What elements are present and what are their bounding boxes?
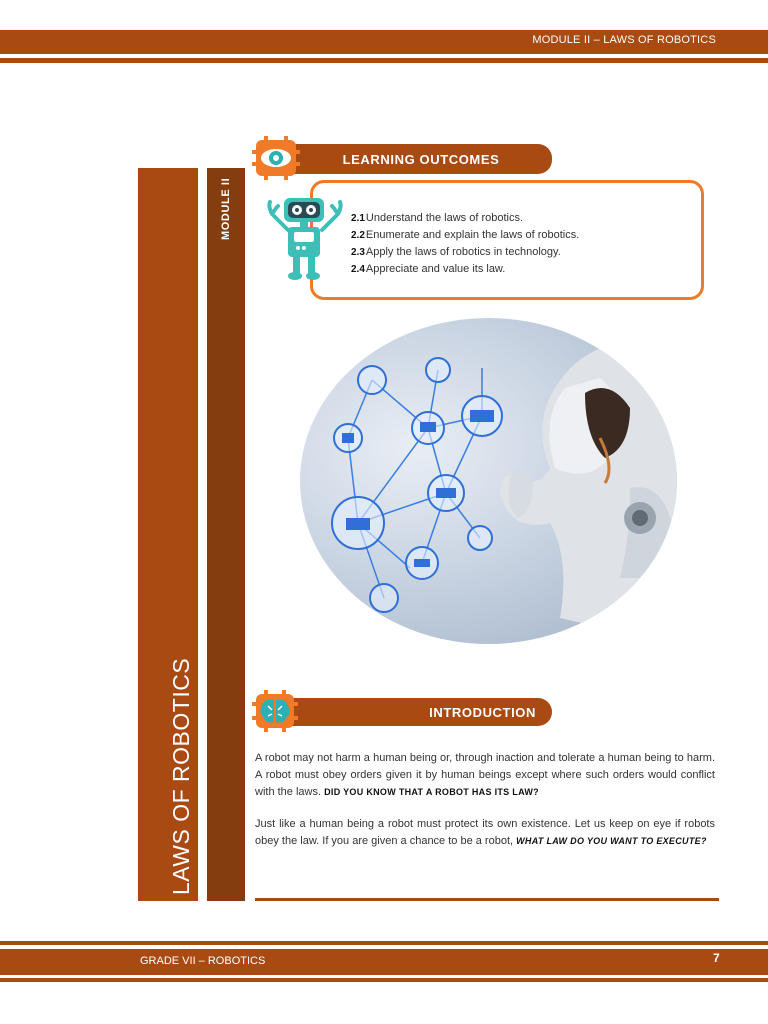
introduction-body	[255, 750, 715, 865]
outcomes-list	[351, 210, 579, 278]
outcome-number: 2.1	[351, 213, 365, 224]
outcome-number: 2.3	[351, 247, 365, 258]
header-title: MODULE II – LAWS OF ROBOTICS	[532, 34, 716, 46]
header-rule	[0, 58, 768, 63]
footer-title: GRADE VII – ROBOTICS	[140, 955, 266, 967]
outcome-item	[351, 244, 579, 261]
introduction-heading: INTRODUCTION	[292, 698, 552, 726]
outcome-item	[351, 210, 579, 227]
page-number: 7	[713, 951, 720, 965]
outcome-text: Apply the laws of robotics in technology.	[365, 246, 561, 258]
outcome-item	[351, 227, 579, 244]
footer-bar	[0, 949, 768, 975]
footer-rule-top	[0, 941, 768, 945]
module-band	[207, 168, 245, 901]
outcome-number: 2.4	[351, 264, 365, 275]
outcome-text: Enumerate and explain the laws of robotics.	[365, 229, 580, 241]
intro-text-2: Just like a human being a robot must protect its own existence. Let us keep on eye if robots obey the law. If you are given a chance to be a robot,	[255, 818, 715, 847]
outcome-number: 2.2	[351, 230, 365, 241]
network-graphic	[300, 318, 677, 644]
sidebar-title: LAWS OF ROBOTICS	[168, 657, 194, 895]
intro-paragraph-1	[255, 750, 715, 801]
robot-mascot	[262, 196, 348, 284]
eye-icon	[252, 136, 300, 180]
intro-paragraph-2	[255, 816, 715, 850]
footer-rule-bottom	[0, 978, 768, 982]
introduction-rule	[255, 898, 719, 901]
robot-ai-illustration	[300, 318, 677, 644]
brain-icon	[252, 690, 298, 732]
learning-outcomes-heading: LEARNING OUTCOMES	[290, 144, 552, 174]
intro-text-1: A robot may not harm a human being or, through inaction and tolerate a human being to harm. A robot must obey orders given it by human beings except where such orders would conflict with the laws.	[255, 752, 715, 798]
outcome-item	[351, 261, 579, 278]
intro-question-2: WHAT LAW DO YOU WANT TO EXECUTE?	[516, 836, 707, 846]
module-label: MODULE II	[220, 177, 232, 240]
outcome-text: Appreciate and value its law.	[365, 263, 506, 275]
intro-question-1: DID YOU KNOW THAT A ROBOT HAS ITS LAW?	[324, 787, 539, 797]
outcome-text: Understand the laws of robotics.	[365, 212, 524, 224]
